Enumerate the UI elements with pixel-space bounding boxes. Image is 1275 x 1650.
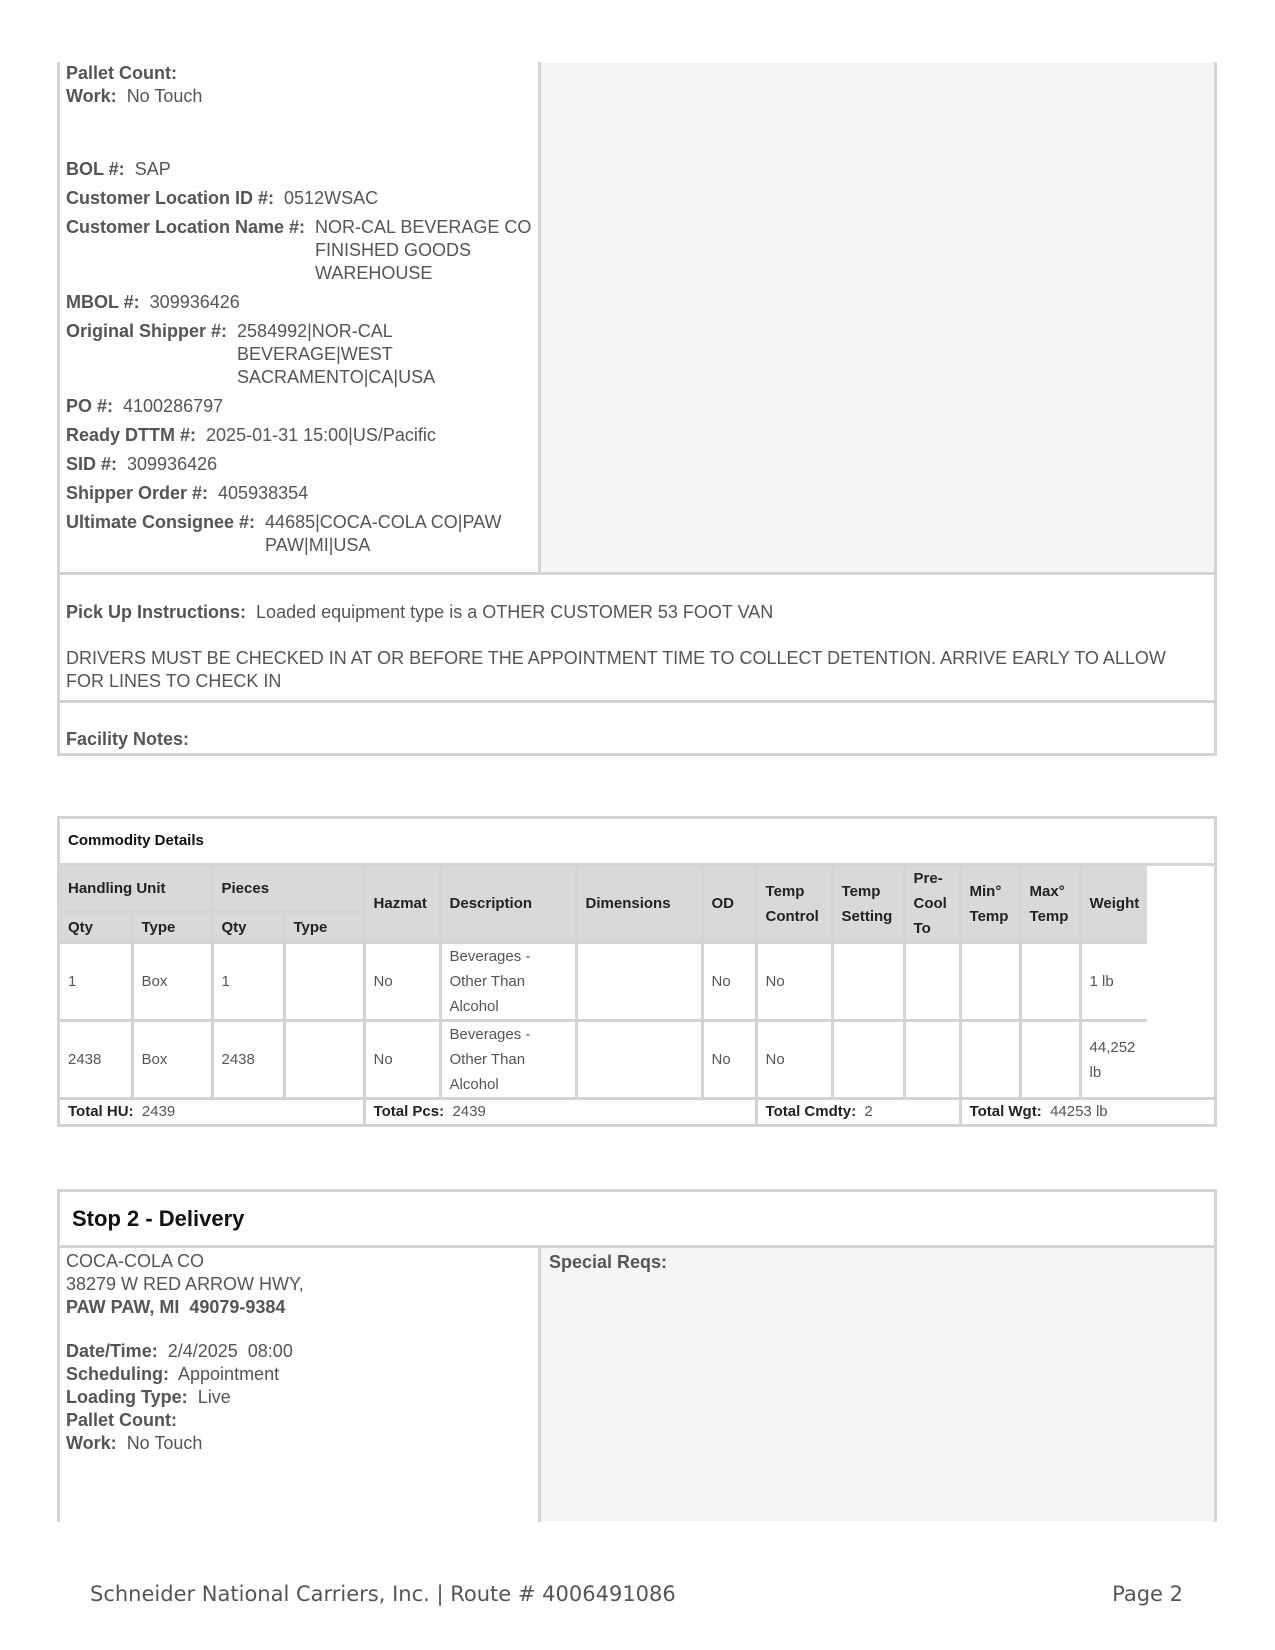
consignee-name: COCA-COLA CO	[66, 1251, 205, 1271]
header-hu-qty: Qty	[60, 912, 132, 943]
page-number: Page 2	[1112, 1582, 1183, 1606]
cell-hu-qty: 1	[60, 943, 132, 1021]
table-row	[60, 1021, 1214, 1099]
reference-sid: SID #: 309936426	[66, 454, 218, 474]
cell-hu-type: Box	[132, 943, 212, 1021]
cell-dimensions	[576, 1021, 702, 1099]
delivery-pallet-count: Pallet Count:	[66, 1410, 177, 1430]
cell-description: Beverages - Other Than Alcohol	[440, 1021, 576, 1099]
pallet-count: Pallet Count:	[66, 63, 177, 83]
commodity-table	[60, 866, 1214, 1124]
delivery-loading-type: Loading Type: Live	[66, 1387, 231, 1407]
reference-original-shipper: Original Shipper #: 2584992|NOR-CAL BEVERAGE|WEST SACRAMENTO|CA|USA	[66, 321, 436, 387]
reference-bol: BOL #: SAP	[66, 159, 171, 179]
cell-pc-qty: 2438	[212, 1021, 284, 1099]
cell-dimensions	[576, 943, 702, 1021]
header-description: Description	[440, 866, 576, 943]
total-cmdty: Total Cmdty: 2	[756, 1099, 960, 1125]
cell-od: No	[702, 943, 756, 1021]
work: Work: No Touch	[66, 86, 203, 106]
cell-temp-control: No	[756, 1021, 832, 1099]
footer-route: Schneider National Carriers, Inc. | Route # 4006491086	[90, 1582, 676, 1606]
cell-weight: 44,252 lb	[1080, 1021, 1147, 1099]
stop-2-info-panel	[60, 1248, 541, 1522]
consignee-city-state-zip: PAW PAW, MI 49079-9384	[66, 1297, 286, 1317]
header-pc-qty: Qty	[212, 912, 284, 943]
reference-customer-location-id: Customer Location ID #: 0512WSAC	[66, 188, 379, 208]
totals-row	[60, 1099, 1214, 1125]
commodity-details	[57, 816, 1217, 1127]
cell-max-temp	[1020, 1021, 1080, 1099]
cell-pre-cool-to	[904, 1021, 960, 1099]
delivery-datetime: Date/Time: 2/4/2025 08:00	[66, 1341, 293, 1361]
cell-pre-cool-to	[904, 943, 960, 1021]
pickup-instructions: Pick Up Instructions: Loaded equipment type is a OTHER CUSTOMER 53 FOOT VAN DRIVERS MUST BE CHECKED IN AT OR BEFORE THE APPOINTMENT TIME TO COLLECT DETENTION. ARRIVE EARLY TO ALLOW FOR LINES TO CHECK IN	[60, 572, 1214, 700]
facility-notes: Facility Notes:	[60, 700, 1214, 756]
header-dimensions: Dimensions	[576, 866, 702, 943]
cell-pc-type	[284, 943, 364, 1021]
table-row	[60, 943, 1214, 1021]
cell-description: Beverages - Other Than Alcohol	[440, 943, 576, 1021]
cell-min-temp	[960, 1021, 1020, 1099]
header-temp-setting: Temp Setting	[832, 866, 904, 943]
header-pieces: Pieces	[212, 866, 364, 912]
reference-list	[66, 158, 532, 557]
cell-min-temp	[960, 943, 1020, 1021]
reference-mbol: MBOL #: 309936426	[66, 292, 240, 312]
stop-1-details	[57, 62, 1217, 756]
cell-temp-control: No	[756, 943, 832, 1021]
cell-hazmat: No	[364, 943, 440, 1021]
header-pre-cool-to: Pre-Cool To	[904, 866, 960, 943]
reference-ready-dttm: Ready DTTM #: 2025-01-31 15:00|US/Pacific	[66, 425, 436, 445]
header-hazmat: Hazmat	[364, 866, 440, 943]
reference-po: PO #: 4100286797	[66, 396, 224, 416]
consignee-address: 38279 W RED ARROW HWY,	[66, 1274, 304, 1294]
reference-customer-location-name: Customer Location Name #: NOR-CAL BEVERAGE CO FINISHED GOODS WAREHOUSE	[66, 217, 532, 283]
delivery-scheduling: Scheduling: Appointment	[66, 1364, 280, 1384]
cell-temp-setting	[832, 1021, 904, 1099]
cell-hu-type: Box	[132, 1021, 212, 1099]
header-hu-type: Type	[132, 912, 212, 943]
total-hu: Total HU: 2439	[60, 1099, 364, 1125]
stop-1-special-panel	[541, 62, 1214, 572]
cell-hu-qty: 2438	[60, 1021, 132, 1099]
cell-od: No	[702, 1021, 756, 1099]
header-weight: Weight	[1080, 866, 1147, 943]
cell-weight: 1 lb	[1080, 943, 1147, 1021]
stop-2-title: Stop 2 - Delivery	[60, 1192, 1214, 1248]
delivery-work: Work: No Touch	[66, 1433, 203, 1453]
commodity-title: Commodity Details	[60, 819, 1214, 866]
special-reqs-panel	[541, 1248, 1214, 1522]
header-min-temp: Min° Temp	[960, 866, 1020, 943]
total-pcs: Total Pcs: 2439	[364, 1099, 756, 1125]
header-temp-control: Temp Control	[756, 866, 832, 943]
cell-hazmat: No	[364, 1021, 440, 1099]
stop-2-delivery	[57, 1189, 1217, 1522]
special-reqs-label: Special Reqs:	[549, 1252, 668, 1272]
header-handling-unit: Handling Unit	[60, 866, 212, 912]
header-od: OD	[702, 866, 756, 943]
reference-ultimate-consignee: Ultimate Consignee #: 44685|COCA-COLA CO|PAW PAW|MI|USA	[66, 512, 502, 555]
cell-max-temp	[1020, 943, 1080, 1021]
cell-temp-setting	[832, 943, 904, 1021]
cell-pc-qty: 1	[212, 943, 284, 1021]
pickup-note: DRIVERS MUST BE CHECKED IN AT OR BEFORE THE APPOINTMENT TIME TO COLLECT DETENTION. ARRIVE EARLY TO ALLOW FOR LINES TO CHECK IN	[66, 648, 1166, 691]
reference-shipper-order: Shipper Order #: 405938354	[66, 483, 309, 503]
total-wgt: Total Wgt: 44253 lb	[960, 1099, 1214, 1125]
stop-1-info-panel	[60, 62, 541, 572]
header-max-temp: Max° Temp	[1020, 866, 1080, 943]
header-pc-type: Type	[284, 912, 364, 943]
cell-pc-type	[284, 1021, 364, 1099]
